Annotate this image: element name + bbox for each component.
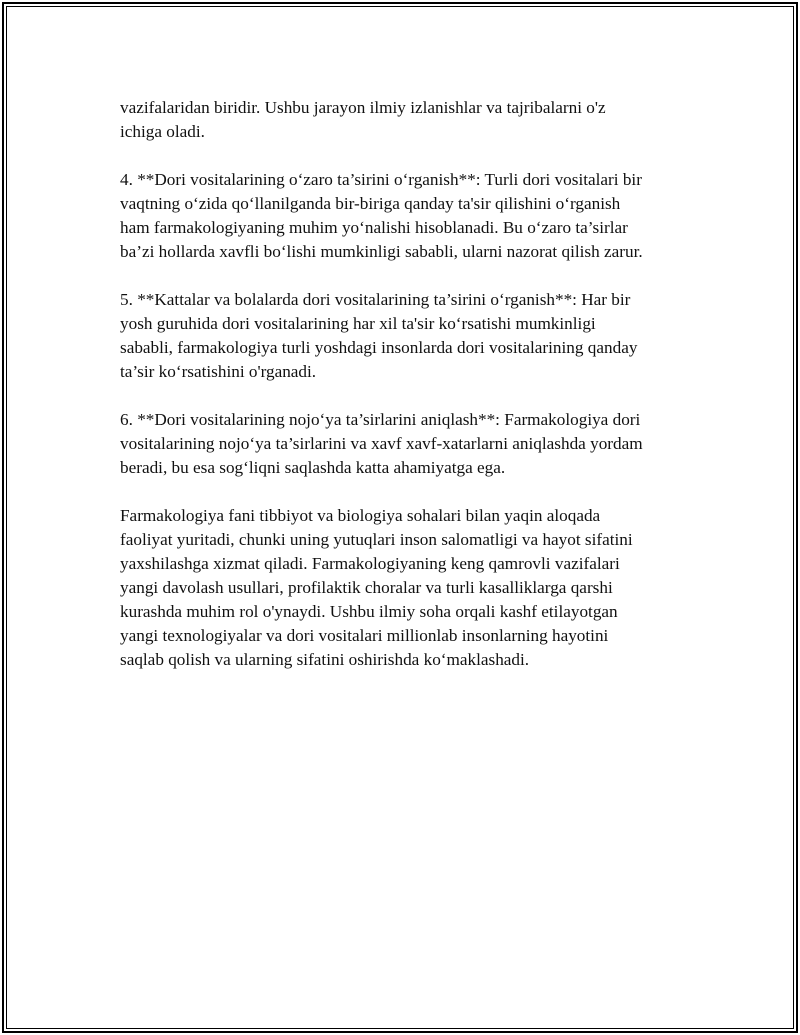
text-line: sababli, farmakologiya turli yoshdagi insonlarda dori vositalarining qanday xyxy=(120,338,638,357)
text-line: ba’zi hollarda xavfli bo‘lishi mumkinligi sababli, ularni nazorat qilish zarur. xyxy=(120,242,643,261)
paragraph-item-4 xyxy=(120,168,690,264)
text-line: yangi texnologiyalar va dori vositalari millionlab insonlarning hayotini xyxy=(120,626,609,645)
text-line: yaxshilashga xizmat qiladi. Farmakologiyaning keng qamrovli vazifalari xyxy=(120,554,620,573)
text-line: kurashda muhim rol o'ynaydi. Ushbu ilmiy soha orqali kashf etilayotgan xyxy=(120,602,618,621)
text-line: ta’sir ko‘rsatishini o'rganadi. xyxy=(120,362,317,381)
text-line: yosh guruhida dori vositalarining har xil ta'sir ko‘rsatishi mumkinligi xyxy=(120,314,596,333)
text-line: saqlab qolish va ularning sifatini oshirishda ko‘maklashadi. xyxy=(120,650,530,669)
text-line: beradi, bu esa sog‘liqni saqlashda katta ahamiyatga ega. xyxy=(120,458,506,477)
text-line: 6. **Dori vositalarining nojo‘ya ta’sirlarini aniqlash**: Farmakologiya dori xyxy=(120,410,641,429)
paragraph-item-6 xyxy=(120,408,690,480)
paragraph-conclusion xyxy=(120,504,690,672)
paragraph-continuation xyxy=(120,96,690,144)
text-line: ichiga oladi. xyxy=(120,122,205,141)
text-line: vaqtning o‘zida qo‘llanilganda bir-biriga qanday ta'sir qilishini o‘rganish xyxy=(120,194,621,213)
page-frame xyxy=(2,2,798,1033)
text-line: vazifalaridan biridir. Ushbu jarayon ilmiy izlanishlar va tajribalarni o'z xyxy=(120,98,606,117)
text-line: 4. **Dori vositalarining o‘zaro ta’sirini o‘rganish**: Turli dori vositalari bir xyxy=(120,170,642,189)
text-line: 5. **Kattalar va bolalarda dori vositalarining ta’sirini o‘rganish**: Har bir xyxy=(120,290,631,309)
text-line: yangi davolash usullari, profilaktik choralar va turli kasalliklarga qarshi xyxy=(120,578,613,597)
text-line: vositalarining nojo‘ya ta’sirlarini va xavf xavf-xatarlarni aniqlashda yordam xyxy=(120,434,643,453)
text-line: ham farmakologiyaning muhim yo‘nalishi hisoblanadi. Bu o‘zaro ta’sirlar xyxy=(120,218,628,237)
text-line: faoliyat yuritadi, chunki uning yutuqlari inson salomatligi va hayot sifatini xyxy=(120,530,633,549)
document-body xyxy=(120,96,690,696)
text-line: Farmakologiya fani tibbiyot va biologiya sohalari bilan yaqin aloqada xyxy=(120,506,601,525)
paragraph-item-5 xyxy=(120,288,690,384)
